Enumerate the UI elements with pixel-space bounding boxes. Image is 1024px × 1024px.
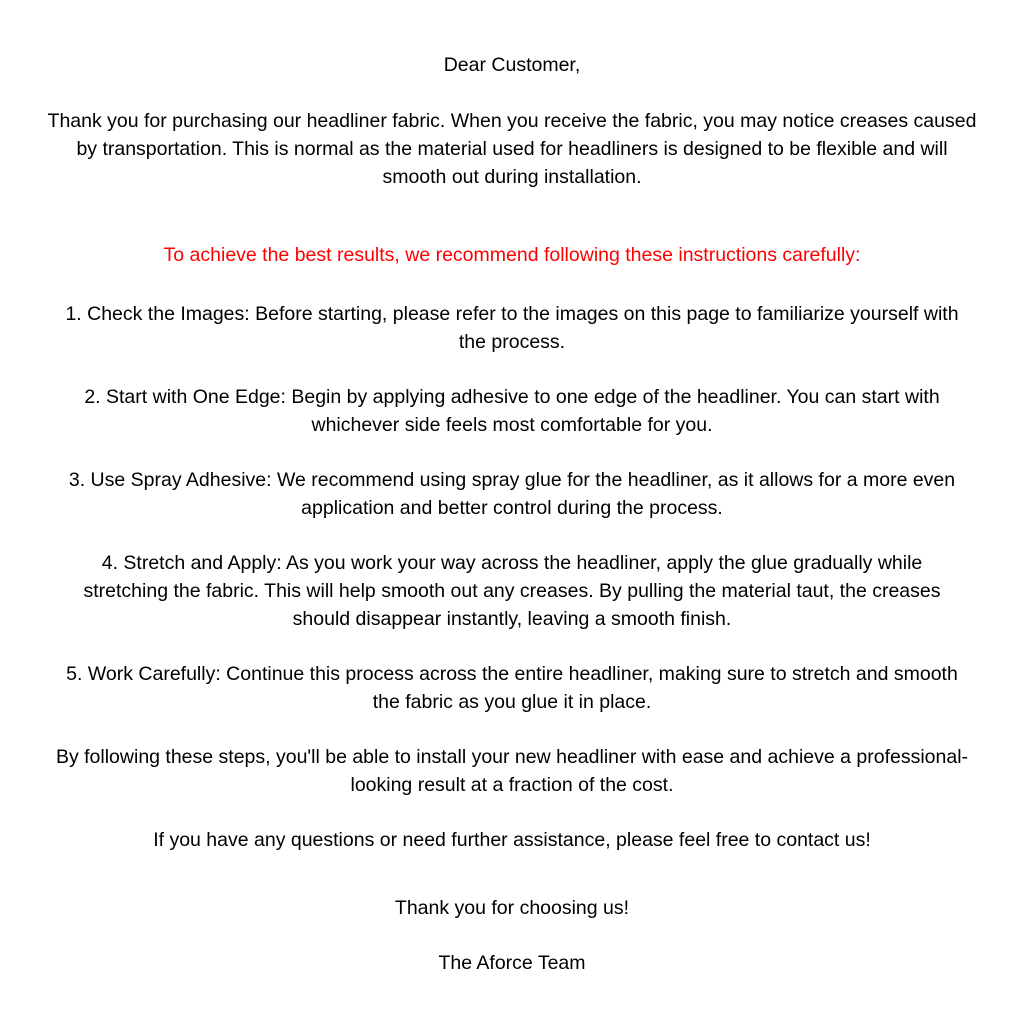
instructions-highlight: To achieve the best results, we recommend following these instructions carefully: bbox=[163, 244, 861, 266]
thanks-line: Thank you for choosing us! bbox=[394, 897, 630, 919]
instruction-step-1: 1. Check the Images: Before starting, please refer to the images on this page to familiarize yourself with the process. bbox=[65, 303, 959, 353]
instruction-step-3: 3. Use Spray Adhesive: We recommend using spray glue for the headliner, as it allows for a more even application and better control during the process. bbox=[68, 469, 956, 519]
contact-paragraph: If you have any questions or need further assistance, please feel free to contact us! bbox=[153, 829, 871, 851]
closing-paragraph: By following these steps, you'll be able to install your new headliner with ease and achieve a professional-looking result at a fraction of the cost. bbox=[55, 746, 969, 796]
intro-paragraph: Thank you for purchasing our headliner fabric. When you receive the fabric, you may notice creases caused by transportation. This is normal as the material used for headliners is designed to be flexible and will smooth out during installation. bbox=[47, 110, 977, 188]
instruction-step-4: 4. Stretch and Apply: As you work your way across the headliner, apply the glue gradually while stretching the fabric. This will help smooth out any creases. By pulling the material taut, the creases should disappear instantly, leaving a smooth finish. bbox=[83, 552, 941, 630]
signature-line: The Aforce Team bbox=[438, 952, 586, 974]
salutation: Dear Customer, bbox=[443, 54, 581, 76]
instruction-step-2: 2. Start with One Edge: Begin by applying adhesive to one edge of the headliner. You can start with whichever side feels most comfortable for you. bbox=[84, 386, 940, 436]
instruction-step-5: 5. Work Carefully: Continue this process across the entire headliner, making sure to stretch and smooth the fabric as you glue it in place. bbox=[66, 663, 958, 713]
